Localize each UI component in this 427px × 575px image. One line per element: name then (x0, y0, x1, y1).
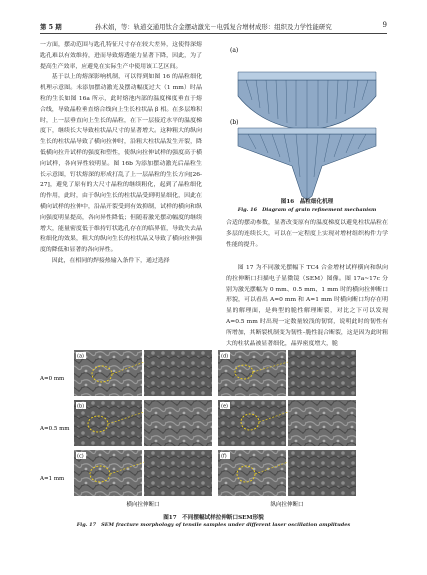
figure-17-caption-en: Fig. 17 SEM fracture morphology of tensile samples under different laser oscillation amplitudes (76, 522, 351, 528)
fig16-label-a: (a) (230, 47, 239, 54)
figure-17-sem-fractographs (40, 350, 387, 510)
fig17-row-c (74, 450, 356, 496)
fig17-panel-label-e: (e) (221, 403, 228, 410)
figure-16-grain-refinement-diagram (226, 42, 388, 202)
left-paragraph-3: 因此，在相同的焊接热输入条件下，通过选择 (51, 257, 170, 264)
figure-16-caption-en: Fig. 16 Diagram of grain refinement mechanism (237, 207, 377, 213)
fig16-panel-a (238, 72, 376, 130)
left-column (40, 40, 202, 345)
fig17-row-b (74, 400, 356, 446)
left-paragraph-2: 基于以上的熔深影响机制，可以得到如图 16 的晶粒细化机理示意图。未添加摆动激光及摆动幅度过大（1 mm）时晶粒的生长如图 16a 所示，此时熔池内部的温度梯度垂直于熔合线，导致晶粒垂直熔合线向上生长柱状晶 β 相。在多层堆积时，上一层垂直向上生长的晶粒，在下一层接近水平的温度梯度下，继续长大导致柱状晶尺寸的显著增大。这种粗大的纵向生长的柱状晶导致了横向拉伸时，沿粗大柱状晶发生开裂，降低横向拉升试样的强度和塑性，使纵向拉伸试样的强度高于横向试样，各向异性较明显。图 16b 为添加摆动激光后晶粒生长示意图，钉状熔深的形成打乱了上一层晶粒的生长方向[26-27]，避免了原有的大尺寸晶粒的继续粗化，起到了晶粒细化的作用，此时，由于纵向生长的柱状晶受到明显细化，因此在横向试样的拉伸中，沿晶开裂受到有效抑制，试样的横向和纵向强度明显提高，各向异性降低；但随着激光摆动幅度的继续增大，能量密度低于维持钉状匙孔存在的临界值，导致失去晶粒细化的效果，粗大的纵向生长的柱状晶又导致了横向拉伸强度的降低和显著的各向异性。 (40, 74, 202, 254)
header-rule (40, 33, 387, 34)
right-column-mid (226, 263, 388, 345)
fig17-panel-label-b: (b) (77, 403, 85, 410)
fig17-panel-label-a: (a) (77, 353, 84, 360)
issue-number: 第 5 期 (40, 23, 62, 31)
fig16-label-b: (b) (230, 119, 239, 126)
fig17-row-a (74, 350, 356, 396)
fig17-panel-label-c: (c) (77, 453, 84, 460)
fig17-row-label-0: A=0 mm (40, 376, 65, 382)
fig17-bottom-label-transverse: 横向拉伸断口 (126, 502, 160, 508)
figure-16-caption-cn: 图16 晶粒细化机理 (280, 199, 334, 205)
fig16-panel-b (238, 128, 376, 200)
fig17-row-label-1: A=0.5 mm (40, 426, 70, 432)
fig17-panel-label-f: (f) (221, 453, 227, 460)
left-paragraph-1: 一方面，摆动范围与匙孔特征尺寸存在较大差异，这使得深熔匙孔难以有效维持，进而导致熔透能力显著下降，因此，为了提高生产效率，应避免在实际生产中使用该工艺区间。 (40, 42, 202, 70)
fig17-row-label-2: A=1 mm (40, 476, 65, 482)
running-title: 孙术娟，等：轨道交通用钛合金摆动激光－电弧复合增材成形：组织及力学性能研究 (95, 23, 332, 31)
fig17-panel-label-d: (d) (221, 353, 229, 360)
page-number: 9 (382, 21, 387, 29)
right-column-top (226, 218, 388, 248)
right-paragraph-2: 图 17 为不同激光摆幅下 TC4 合金增材试样横向和纵向的拉伸断口扫描电子显微镜（SEM）图像。图 17a~17c 分别为激光摆幅为 0 mm、0.5 mm、1 mm 时的横向拉伸断口形貌，可以看出 A=0 mm 和 A=1 mm 时横向断口均存在明显的解理面，是典型的脆性解理断裂，对比之下可以发现 A=0.5 mm 时出现一定数量较浅的韧窝，说明此时的韧性有所增加，其断裂机制变为韧性–脆性混合断裂，这是因为此时粗大的柱状晶被显著细化，晶界密度增大，脆 (226, 265, 388, 347)
fig17-bottom-label-longitudinal: 纵向拉伸断口 (270, 502, 304, 508)
figure-17-caption-cn: 图17 不同摆幅试样拉伸断口SEM形貌 (163, 515, 264, 521)
right-paragraph-1: 合适的摆动参数，显著改变原有的温度梯度以避免柱状晶粒在多层的连续长大，可以在一定程度上实现对增材组织构件力学性能的提升。 (226, 220, 388, 248)
